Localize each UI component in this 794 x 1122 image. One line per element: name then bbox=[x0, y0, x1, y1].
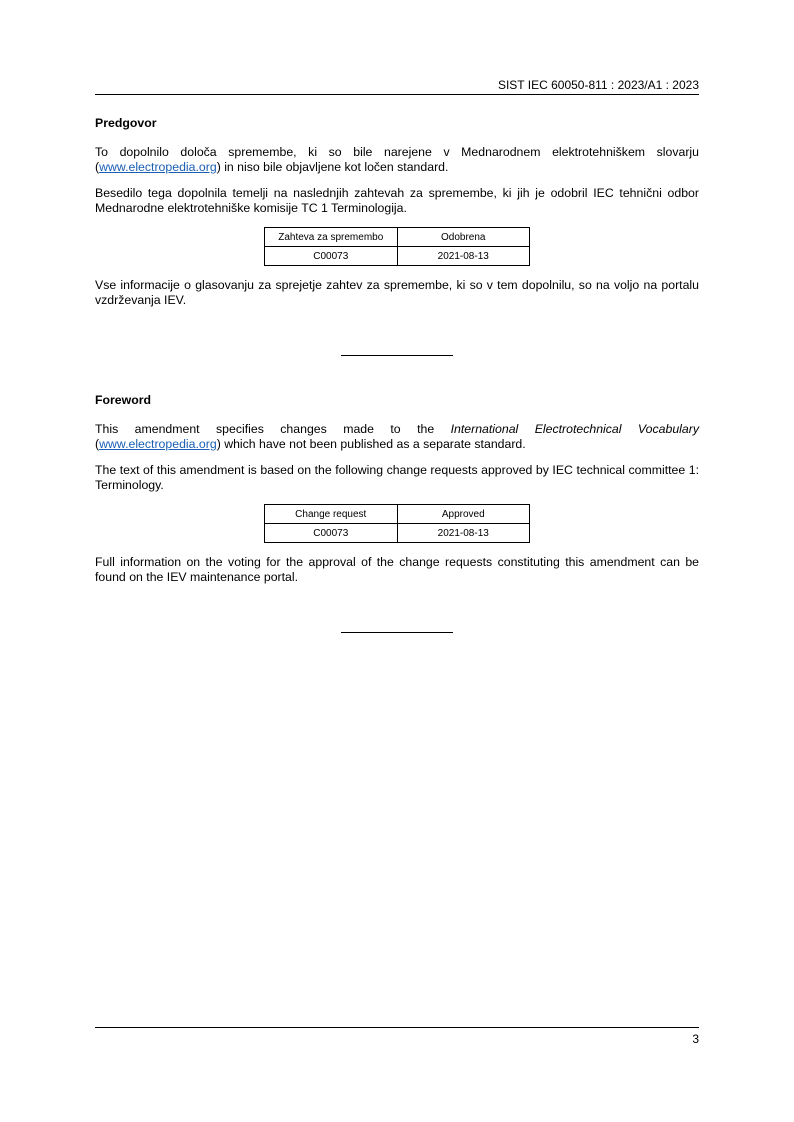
paragraph-sl-1: To dopolnilo določa spremembe, ki so bile narejene v Mednarodnem elektrotehniškem slovarju (www.electropedia.org) in niso bile objavljene kot ločen standard. bbox=[95, 145, 699, 174]
table-header-cell: Odobrena bbox=[397, 228, 530, 247]
change-request-table-en bbox=[264, 504, 530, 543]
electropedia-link[interactable]: www.electropedia.org bbox=[99, 437, 217, 451]
table-cell: 2021-08-13 bbox=[397, 524, 530, 543]
page-content bbox=[95, 116, 699, 633]
section-english bbox=[95, 393, 699, 633]
electropedia-link[interactable]: www.electropedia.org bbox=[99, 160, 217, 174]
paragraph-en-3: Full information on the voting for the approval of the change requests constituting this amendment can be found on the IEV maintenance portal. bbox=[95, 555, 699, 584]
section-heading-foreword: Foreword bbox=[95, 393, 152, 407]
table-cell: C00073 bbox=[265, 524, 398, 543]
table-cell: 2021-08-13 bbox=[397, 247, 530, 266]
table-header-row bbox=[265, 228, 530, 247]
section-divider bbox=[341, 632, 453, 633]
paragraph-sl-3: Vse informacije o glasovanju za sprejetje zahtev za spremembe, ki so v tem dopolnilu, so na voljo na portalu vzdrževanja IEV. bbox=[95, 278, 699, 307]
section-slovene bbox=[95, 116, 699, 356]
table-header-row bbox=[265, 505, 530, 524]
paragraph-en-2: The text of this amendment is based on the following change requests approved by IEC technical committee 1: Terminology. bbox=[95, 463, 699, 492]
table-row bbox=[265, 247, 530, 266]
running-header bbox=[95, 78, 699, 95]
section-heading-predgovor: Predgovor bbox=[95, 116, 157, 130]
paragraph-en-1: This amendment specifies changes made to the International Electrotechnical Vocabulary (www.electropedia.org) which have not been published as a separate standard. bbox=[95, 422, 699, 451]
table-header-cell: Approved bbox=[397, 505, 530, 524]
table-cell: C00073 bbox=[265, 247, 398, 266]
document-id: SIST IEC 60050-811 : 2023/A1 : 2023 bbox=[497, 78, 699, 92]
footer-rule bbox=[95, 1027, 699, 1028]
table-header-cell: Change request bbox=[265, 505, 398, 524]
page-number: 3 bbox=[692, 1032, 699, 1046]
paragraph-sl-2: Besedilo tega dopolnila temelji na naslednjih zahtevah za spremembe, ki jih je odobril IEC tehnični odbor Mednarodne elektrotehniške komisije TC 1 Terminologija. bbox=[95, 186, 699, 215]
section-divider bbox=[341, 355, 453, 356]
change-request-table-sl bbox=[264, 227, 530, 266]
table-header-cell: Zahteva za spremembo bbox=[265, 228, 398, 247]
table-row bbox=[265, 524, 530, 543]
